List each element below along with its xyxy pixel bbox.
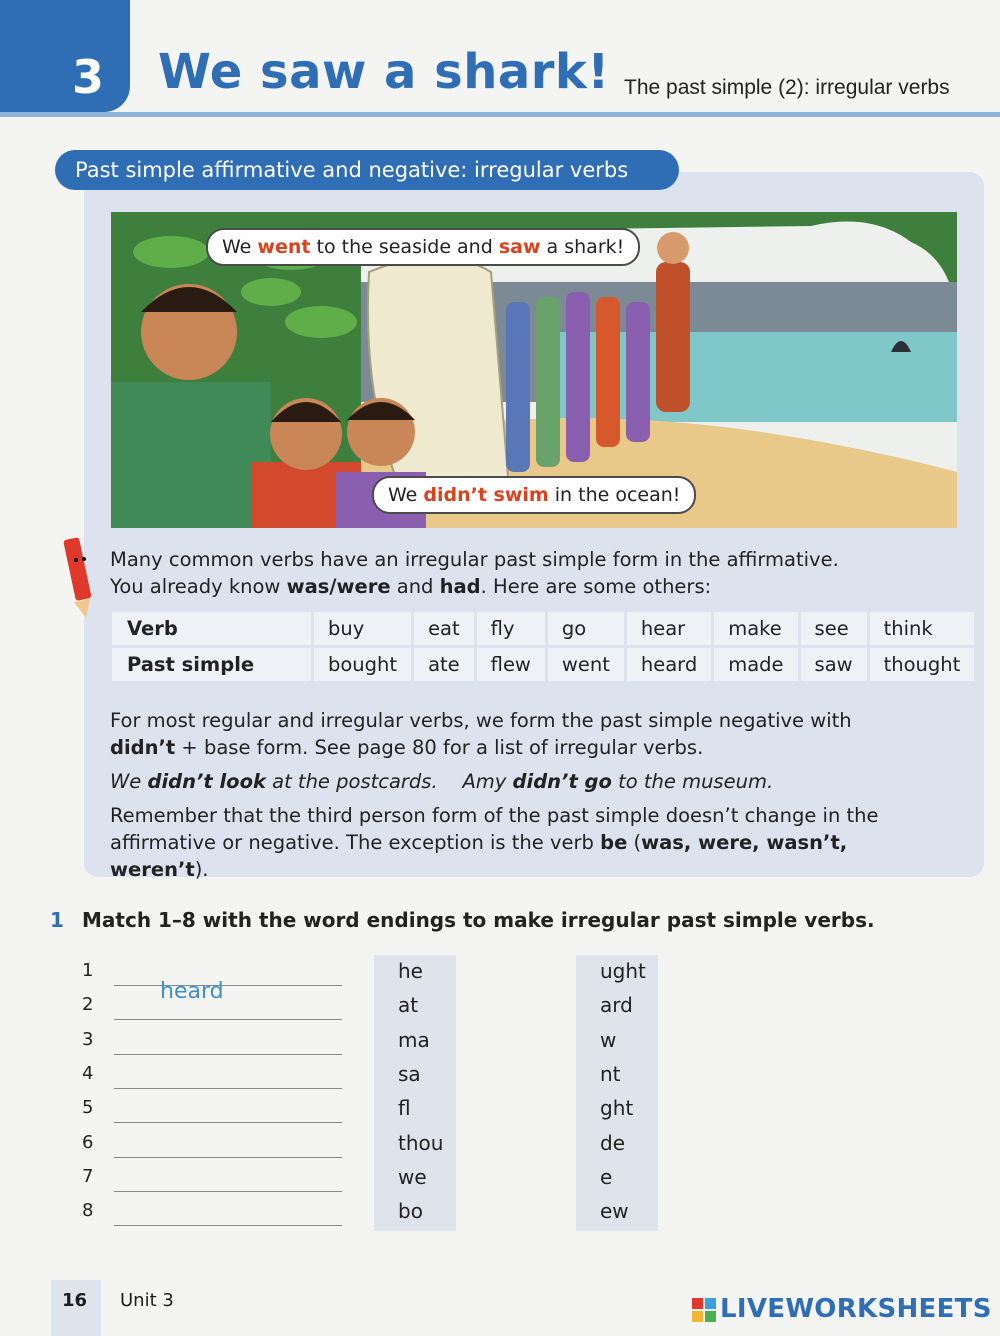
word-beginning: he [398, 959, 423, 983]
answer-number: 6 [82, 1131, 94, 1153]
word-ending: de [600, 1130, 625, 1155]
answer-input[interactable] [114, 979, 342, 1004]
answer-number: 7 [82, 1165, 94, 1187]
verb-cell: make [713, 612, 799, 647]
row-label-verb: Verb [112, 612, 313, 647]
answer-number: 3 [82, 1028, 94, 1050]
exercise-number: 1 [50, 908, 64, 932]
answer-input[interactable] [114, 1019, 342, 1020]
answer-number: 4 [82, 1062, 94, 1084]
word-beginning: we [398, 1164, 427, 1189]
bubble2-verb-didnt-swim: didn’t swim [423, 484, 549, 506]
answer-value[interactable]: heard [160, 979, 224, 1004]
row-label-past: Past simple [112, 647, 313, 683]
table-row-verbs [112, 612, 976, 647]
third-line-1: Remember that the third person form of the past simple doesn’t change in the [110, 804, 879, 827]
third-person-paragraph [110, 802, 950, 883]
speech-bubble-didnt-swim [372, 476, 696, 514]
bubble2-pre: We [388, 484, 424, 506]
example-1: We didn’t look at the postcards. [110, 770, 438, 793]
negative-line-1: For most regular and irregular verbs, we form the past simple negative with [110, 709, 852, 732]
verb-cell: fly [475, 612, 546, 647]
table-row-past [112, 647, 976, 683]
word-beginnings-column [374, 955, 456, 1231]
answer-number: 1 [82, 960, 94, 981]
intro-line-1: Many common verbs have an irregular past simple form in the affirmative. [110, 548, 839, 571]
past-cell: heard [625, 647, 712, 683]
verb-cell: buy [313, 612, 413, 647]
intro-line-2: You already know was/were and had. Here are some others: [110, 575, 712, 598]
answer-row [82, 1196, 344, 1230]
word-endings-column [576, 955, 658, 1231]
bubble2-post: in the ocean! [548, 484, 681, 506]
exercise-instruction: Match 1–8 with the word endings to make irregular past simple verbs. [82, 908, 875, 932]
past-cell: went [546, 647, 625, 683]
page-number: 16 [62, 1290, 88, 1311]
verb-cell: hear [625, 612, 712, 647]
pencil-icon [60, 532, 104, 622]
example-2: Amy didn’t go to the museum. [462, 770, 774, 793]
answer-input[interactable] [114, 1225, 342, 1226]
unit-label: Unit 3 [120, 1290, 174, 1311]
bubble1-post: a shark! [540, 236, 625, 258]
answer-row [82, 1093, 344, 1127]
bubble1-mid: to the seaside and [310, 236, 499, 258]
liveworksheets-logo-icon [692, 1298, 716, 1322]
answer-row [82, 1162, 344, 1196]
verb-cell: think [868, 612, 976, 647]
answer-input[interactable] [114, 1088, 342, 1089]
negative-line-2: didn’t + base form. See page 80 for a list of irregular verbs. [110, 736, 704, 759]
answer-number: 5 [82, 1097, 94, 1119]
answer-row [82, 1128, 344, 1162]
brand-name[interactable]: LIVEWORKSHEETS [720, 1294, 992, 1324]
negative-paragraph [110, 707, 950, 761]
intro-paragraph [110, 546, 950, 600]
word-ending: ght [600, 1096, 634, 1121]
word-ending: ew [600, 1199, 629, 1224]
word-ending: nt [600, 1061, 621, 1086]
answer-number: 2 [82, 994, 94, 1016]
verb-cell: eat [413, 612, 476, 647]
page-subtitle: The past simple (2): irregular verbs [624, 76, 950, 99]
bubble1-verb-saw: saw [498, 236, 541, 258]
header-divider [0, 112, 1000, 117]
word-ending: w [600, 1027, 617, 1052]
word-beginning: sa [398, 1061, 421, 1086]
word-beginning: thou [398, 1130, 444, 1155]
word-ending: e [600, 1164, 613, 1189]
answer-input[interactable] [114, 1191, 342, 1192]
word-beginning: fl [398, 1096, 411, 1121]
unit-badge [0, 0, 130, 112]
past-cell: ate [413, 647, 476, 683]
word-ending: ard [600, 993, 633, 1018]
word-beginning: ma [398, 1027, 430, 1052]
word-beginning: at [398, 993, 419, 1018]
unit-number: 3 [72, 50, 105, 104]
answer-row [82, 1059, 344, 1093]
answer-row [82, 956, 344, 1004]
bubble1-pre: We [222, 236, 258, 258]
answer-input[interactable] [114, 1054, 342, 1055]
irregular-verbs-table [112, 612, 977, 684]
answer-input[interactable] [114, 1122, 342, 1123]
examples-line [110, 768, 950, 795]
third-line-2: affirmative or negative. The exception is the verb be (was, were, wasn’t, weren’t). [110, 831, 848, 881]
past-cell: thought [868, 647, 976, 683]
section-heading: Past simple affirmative and negative: irregular verbs [55, 150, 679, 190]
word-beginning: bo [398, 1199, 423, 1224]
answer-row [82, 1025, 344, 1059]
verb-cell: go [546, 612, 625, 647]
word-ending: ught [600, 959, 646, 983]
answer-input[interactable] [114, 1157, 342, 1158]
answer-number: 8 [82, 1200, 94, 1222]
answer-row [82, 990, 344, 1024]
page-title: We saw a shark! [158, 44, 610, 100]
past-cell: flew [475, 647, 546, 683]
past-cell: saw [799, 647, 868, 683]
past-cell: bought [313, 647, 413, 683]
speech-bubble-went-saw [206, 228, 640, 266]
bubble1-verb-went: went [257, 236, 311, 258]
past-cell: made [713, 647, 799, 683]
verb-cell: see [799, 612, 868, 647]
